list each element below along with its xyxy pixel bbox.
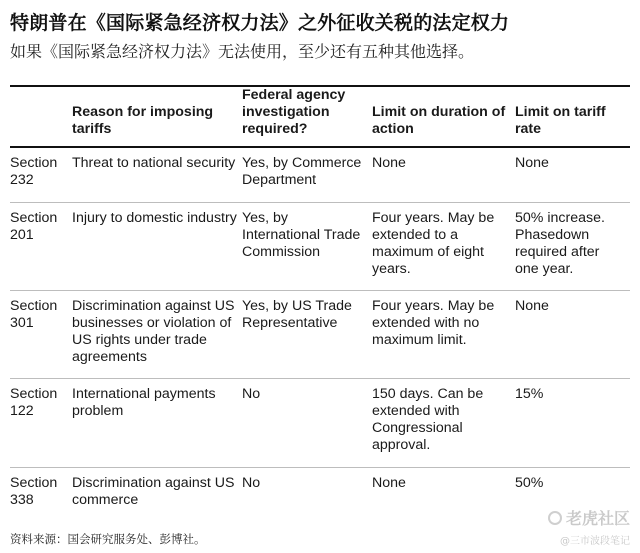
table-header-row	[10, 87, 630, 147]
cell-reason: Discrimination against US commerce	[72, 467, 242, 514]
cell-section: Section 122	[10, 378, 72, 467]
table-row	[10, 467, 630, 514]
cell-duration-limit: None	[372, 467, 515, 514]
cell-section: Section 338	[10, 467, 72, 514]
source-note: 资料来源：国会研究服务处、彭博社。	[10, 532, 206, 546]
tariff-authority-table	[10, 87, 630, 514]
table-row	[10, 290, 630, 378]
header-section	[10, 87, 72, 147]
cell-rate-limit: None	[515, 290, 630, 378]
cell-section: Section 301	[10, 290, 72, 378]
watermark-handle: @三市波段笔记	[560, 536, 630, 547]
page-subtitle: 如果《国际紧急经济权力法》无法使用，至少还有五种其他选择。	[10, 42, 475, 61]
cell-investigation: Yes, by Commerce Department	[242, 155, 362, 188]
header-duration-limit: Limit on duration of action	[372, 87, 515, 147]
tiger-logo-icon	[548, 511, 562, 525]
cell-reason: Threat to national security	[72, 155, 236, 171]
cell-section: Section 232	[10, 155, 58, 188]
page-title: 特朗普在《国际紧急经济权力法》之外征收关税的法定权力	[10, 12, 510, 34]
cell-reason: Discrimination against US businesses or violation of US rights under trade agreements	[72, 290, 242, 378]
watermark-brand: 老虎社区	[565, 509, 630, 528]
table-row	[10, 202, 630, 290]
cell-investigation: Yes, by International Trade Commission	[242, 202, 372, 290]
cell-investigation: No	[242, 467, 372, 514]
header-reason: Reason for imposing tariffs	[72, 87, 242, 147]
cell-rate-limit: 15%	[515, 378, 630, 467]
cell-rate-limit: None	[515, 155, 549, 171]
table-row	[10, 378, 630, 467]
header-rate-limit: Limit on tariff rate	[515, 87, 630, 147]
cell-rate-limit: 50%	[515, 467, 630, 514]
header-investigation: Federal agency investigation required?	[242, 87, 372, 147]
cell-investigation: Yes, by US Trade Representative	[242, 290, 372, 378]
cell-reason: International payments problem	[72, 378, 242, 467]
watermark	[548, 506, 630, 547]
cell-section: Section 201	[10, 202, 72, 290]
cell-rate-limit: 50% increase. Phasedown required after one year.	[515, 202, 630, 290]
cell-duration-limit: Four years. May be extended to a maximum of eight years.	[372, 202, 515, 290]
cell-reason: Injury to domestic industry	[72, 202, 242, 290]
cell-duration-limit: Four years. May be extended with no maximum limit.	[372, 290, 515, 378]
table-row	[10, 147, 630, 202]
cell-investigation: No	[242, 378, 372, 467]
cell-duration-limit: None	[372, 155, 406, 171]
cell-duration-limit: 150 days. Can be extended with Congressional approval.	[372, 378, 515, 467]
